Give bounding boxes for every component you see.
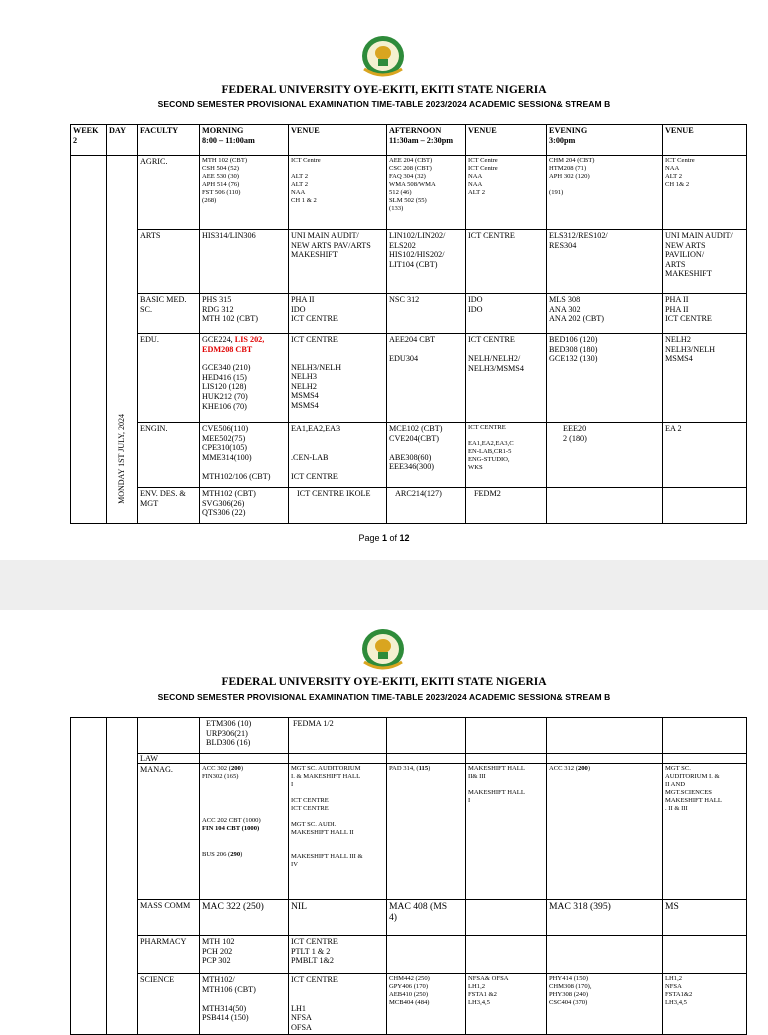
cell-line: PHY308 (240) <box>549 991 589 998</box>
col-week: WEEK 2 <box>71 125 107 156</box>
cell-line: ALT 2 <box>291 181 309 188</box>
col-venue-3: VENUE <box>663 125 747 156</box>
cell-line: GCE340 (210) <box>202 363 251 373</box>
cell-line: ICT Centre <box>291 157 321 164</box>
cell-line: MTH 102 <box>202 937 235 946</box>
mass-venue2 <box>466 900 547 936</box>
faculty-basic-med: BASIC MED. SC. <box>138 294 200 334</box>
cell-line: PHA II <box>665 295 689 304</box>
cell-line: NEW ARTS <box>665 240 706 250</box>
university-title: FEDERAL UNIVERSITY OYE-EKITI, EKITI STATE NIGERIA <box>221 676 547 688</box>
edu-afternoon <box>387 334 466 423</box>
cell-line: GPY406 (170) <box>389 983 429 990</box>
cell-line: PCP 302 <box>202 956 231 966</box>
day-cell <box>107 156 138 524</box>
cell-line: MAKESHIFT HALL <box>468 789 525 796</box>
cell-line <box>202 994 286 1004</box>
cell-line: NAA <box>468 173 483 180</box>
cell-line: EEE20 <box>563 424 587 433</box>
mass-morning: MAC 322 (250) <box>200 900 289 936</box>
cell-line: MSMS4 <box>665 354 693 364</box>
agric-morning <box>200 156 289 230</box>
env-venue2 <box>466 488 547 524</box>
env-cont-venue3 <box>663 718 747 754</box>
manag-venue1 <box>289 764 387 900</box>
table-row <box>71 974 747 1035</box>
arts-venue3 <box>663 230 747 294</box>
arts-venue1 <box>289 230 387 294</box>
cell-line: LH3,4,5 <box>468 999 490 1006</box>
cell-line: NELH3/MSMS4 <box>468 363 524 373</box>
university-logo-icon <box>358 33 408 79</box>
faculty-pharmacy: PHARMACY <box>138 936 200 974</box>
cell-line: ICT Centre <box>665 157 695 164</box>
faculty-science: SCIENCE <box>138 974 200 1035</box>
cell-line <box>389 443 463 453</box>
cell-line: PHA II <box>291 295 315 304</box>
cell-line: ICT Centre <box>468 157 498 164</box>
cell-line: HIS314/LIN306 <box>202 231 256 240</box>
pharm-morning <box>200 936 289 974</box>
col-morning: MORNING 8:00 – 11:00am <box>200 125 289 156</box>
cell-line: BLD306 (16) <box>206 738 251 748</box>
cell-line <box>291 837 384 845</box>
cell-line: MTH314(50) <box>202 1003 247 1013</box>
cell-line: EDU304 <box>389 354 419 364</box>
cell-line: CH 1 & 2 <box>291 197 317 204</box>
cell-line: MEE502(75) <box>202 433 246 443</box>
cell-line: LH3,4,5 <box>665 999 687 1006</box>
cell-line: EA1,EA2,EA3,C <box>468 440 514 447</box>
faculty-engin: ENGIN. <box>138 423 200 488</box>
env-afternoon <box>387 488 466 524</box>
cell-line: IDO <box>291 304 306 314</box>
cell-line: MAKESHIFT <box>291 250 338 260</box>
cell-line: PHS 315 <box>202 295 232 304</box>
cell-line: CVE506(110) <box>202 424 249 433</box>
col-venue-1: VENUE <box>289 125 387 156</box>
cell-line: LH1,2 <box>468 983 486 990</box>
cell-line <box>291 434 384 444</box>
cell-line: FEDM2 <box>474 489 501 498</box>
cell-line: ICT CENTRE <box>291 805 329 812</box>
cell-line: ICT CENTRE <box>468 231 515 240</box>
manag-morning: ACC 302 (200) FIN302 (165) ACC 202 CBT (1000) FIN 104 CBT (1000) BUS 206 (290) <box>200 764 289 900</box>
cell-line: PAVILION/ <box>665 250 705 260</box>
cell-line: MTH 102 (CBT) <box>202 157 248 164</box>
edu-venue3 <box>663 334 747 423</box>
edu-evening <box>547 334 663 423</box>
cell-line: FSTA1 &2 <box>468 991 497 998</box>
cell-line: MGT.SCIENCES <box>665 789 712 796</box>
env-evening <box>547 488 663 524</box>
cell-line: ICT CENTRE <box>291 937 338 946</box>
cell-line: HIS102/HIS202/ <box>389 250 445 260</box>
science-evening <box>547 974 663 1035</box>
science-venue2 <box>466 974 547 1035</box>
faculty-agric: AGRIC. <box>138 156 200 230</box>
cell-line: NEW ARTS PAV/ARTS <box>291 240 371 250</box>
table-row <box>71 718 747 754</box>
cell-line: ALT 2 <box>291 173 309 180</box>
cell-line: NSC 312 <box>389 295 420 304</box>
cell-line: (133) <box>389 205 404 212</box>
cell-line: NELH2 <box>665 335 691 344</box>
table-row <box>71 754 747 764</box>
page-gap <box>0 560 768 610</box>
cell-line: ICT CENTRE <box>665 314 712 324</box>
cell-line: EN-LAB,CR1-5 <box>468 448 512 455</box>
cell-line: MCB404 (484) <box>389 999 430 1006</box>
cell-line: APH 302 (120) <box>549 173 590 180</box>
arts-evening <box>547 230 663 294</box>
mass-venue3: MS <box>663 900 747 936</box>
cell-line: IV <box>291 861 298 868</box>
timetable-subtitle: SECOND SEMESTER PROVISIONAL EXAMINATION TIME-TABLE 2023/2024 ACADEMIC SESSION& STREAM B <box>157 99 611 109</box>
cell-line <box>291 813 384 821</box>
cell-line: ANA 302 <box>549 304 581 314</box>
basic-morning <box>200 294 289 334</box>
cell-line: CH 1& 2 <box>665 181 690 188</box>
week-cell <box>71 156 107 524</box>
cell-line: ICT CENTRE <box>291 314 338 324</box>
col-evening: EVENING 3:00pm <box>547 125 663 156</box>
cell-line: ICT CENTRE <box>291 975 338 984</box>
cell-line: .CEN-LAB <box>291 452 329 462</box>
engin-venue1 <box>289 423 387 488</box>
cell-line: MTH102/ <box>202 975 235 984</box>
cell-line: WMA 508/WMA <box>389 181 436 188</box>
cell-line <box>549 181 660 189</box>
cell-line: ICT CENTRE <box>291 471 338 481</box>
cell-line: MAKESHIFT HALL III & <box>291 853 363 860</box>
table-row <box>71 936 747 974</box>
table-row <box>71 334 747 423</box>
env-cont-venue2 <box>466 718 547 754</box>
cell-line: MAKESHIFT HALL II <box>291 829 354 836</box>
science-morning <box>200 974 289 1035</box>
cell-line: MGT SC. AUDI. <box>291 821 337 828</box>
cell-line: WKS <box>468 464 483 471</box>
cell-line: ALT 2 <box>468 189 486 196</box>
cell-line: NELH/NELH2/ <box>468 354 521 364</box>
timetable-subtitle: SECOND SEMESTER PROVISIONAL EXAMINATION TIME-TABLE 2023/2024 ACADEMIC SESSION& STREAM B <box>157 692 611 702</box>
table-row <box>71 294 747 334</box>
cell-line: EA1,EA2,EA3 <box>291 424 341 433</box>
week-cell <box>71 718 107 1035</box>
table-row <box>71 488 747 524</box>
cell-line: MAKESHIFT <box>665 269 712 279</box>
cell-line: FSTA1&2 <box>665 991 693 998</box>
cell-line <box>291 994 384 1004</box>
cell-line: . II & III <box>665 805 688 812</box>
manag-evening: ACC 312 (200) <box>547 764 663 900</box>
cell-line: ARC214(127) <box>395 489 442 498</box>
agric-venue3 <box>663 156 747 230</box>
day-label: MONDAY 1ST JULY, 2024 <box>117 414 127 504</box>
cell-line: HED416 (15) <box>202 372 247 382</box>
env-venue3 <box>663 488 747 524</box>
cell-line: MSMS4 <box>291 400 319 410</box>
cell-line <box>202 462 286 472</box>
cell-line: RDG 312 <box>202 304 234 314</box>
basic-venue1 <box>289 294 387 334</box>
science-afternoon <box>387 974 466 1035</box>
arts-venue2 <box>466 230 547 294</box>
cell-line: ICT Centre <box>468 165 498 172</box>
cell-line: IDO <box>468 304 483 314</box>
faculty-law: LAW <box>138 754 200 764</box>
cell-line: PHY414 (150) <box>549 975 589 982</box>
cell-line: IDO <box>468 295 483 304</box>
cell-line: CHM 204 (CBT) <box>549 157 595 164</box>
cell-line: AUDITORIUM I. & <box>665 773 720 780</box>
cell-line: NFSA <box>291 1013 312 1023</box>
faculty-manag: MANAG. <box>138 764 200 900</box>
timetable-table-page1 <box>70 124 747 524</box>
cell-line: PSB414 (150) <box>202 1013 249 1023</box>
table-row <box>71 423 747 488</box>
faculty-edu: EDU. <box>138 334 200 423</box>
cell-line: MTH102/106 (CBT) <box>202 471 271 481</box>
university-title: FEDERAL UNIVERSITY OYE-EKITI, EKITI STATE NIGERIA <box>221 84 547 96</box>
cell-line: MCE102 (CBT) <box>389 424 443 433</box>
cell-line: ICT CENTRE <box>291 797 329 804</box>
timetable-table-page2 <box>70 717 747 1035</box>
cell-line: MLS 308 <box>549 295 581 304</box>
mass-evening: MAC 318 (395) <box>547 900 663 936</box>
engin-morning <box>200 423 289 488</box>
cell-line: FEDMA 1/2 <box>293 719 334 728</box>
cell-line: 512 (46) <box>389 189 412 196</box>
cell-line: GCE132 (130) <box>549 354 598 364</box>
faculty-env: ENV. DES. & MGT <box>138 488 200 524</box>
cell-line: UNI MAIN AUDIT/ <box>665 231 733 240</box>
cell-line: (268) <box>202 197 217 204</box>
cell-line <box>291 985 384 995</box>
cell-line: I <box>291 781 294 788</box>
page-footer: Page 1 of 12 <box>358 533 410 543</box>
university-logo-icon <box>358 626 408 672</box>
cell-line: FST 506 (110) <box>202 189 241 196</box>
cell-line: ALT 2 <box>665 173 683 180</box>
env-cont-morning <box>200 718 289 754</box>
cell-line: MAC 408 (MS <box>389 901 448 912</box>
cell-line <box>468 345 544 355</box>
cell-line: LH1 <box>291 1003 307 1013</box>
cell-line: PCH 202 <box>202 946 233 956</box>
cell-line: BED308 (180) <box>549 344 598 354</box>
cell-line: LIS120 (128) <box>202 382 247 392</box>
agric-evening <box>547 156 663 230</box>
engin-evening <box>547 423 663 488</box>
engin-venue2 <box>466 423 547 488</box>
cell-line: MSMS4 <box>291 391 319 401</box>
cell-line: CHM308 (170), <box>549 983 592 990</box>
cell-line <box>389 345 463 355</box>
cell-line: HTM208 (71) <box>549 165 587 172</box>
faculty-arts: ARTS <box>138 230 200 294</box>
cell-line: NELH3/NELH <box>291 362 342 372</box>
cell-line: MGT SC. <box>665 765 691 772</box>
engin-venue3 <box>663 423 747 488</box>
env-cont-evening <box>547 718 663 754</box>
env-cont-faculty <box>138 718 200 754</box>
cell-line: OFSA <box>291 1022 312 1032</box>
cell-line: FAQ 304 (32) <box>389 173 426 180</box>
cell-line: PMBLT 1&2 <box>291 956 334 966</box>
cell-line: EEE346(300) <box>389 462 435 472</box>
cell-line: PHA II <box>665 304 689 314</box>
col-venue-2: VENUE <box>466 125 547 156</box>
cell-line: AEE 530 (30) <box>202 173 239 180</box>
cell-line: ANA 202 (CBT) <box>549 314 605 324</box>
cell-line: ARTS <box>665 259 686 269</box>
cell-line: ELS202 <box>389 240 416 250</box>
cell-line: AEE204 CBT <box>389 335 436 344</box>
cell-line: MTH106 (CBT) <box>202 984 256 994</box>
cell-line: CSC 208 (CBT) <box>389 165 432 172</box>
page-2 <box>0 610 768 1032</box>
cell-line: KHE106 (70) <box>202 401 247 411</box>
cell-line: SVG306(26) <box>202 498 245 508</box>
cell-line: SLM 502 (55) <box>389 197 427 204</box>
cell-line: MAKESHIFT HALL <box>665 797 722 804</box>
cell-line: ABE308(60) <box>389 452 432 462</box>
cell-line: AEB410 (250) <box>389 991 429 998</box>
cell-line: EA 2 <box>665 424 682 433</box>
cell-line: LH1,2 <box>665 975 683 982</box>
cell-line: MTH102 (CBT) <box>202 489 256 498</box>
basic-evening <box>547 294 663 334</box>
cell-line: MAKESHIFT HALL <box>468 765 525 772</box>
cell-line: NAA <box>665 165 680 172</box>
cell-line: NELH2 <box>291 381 317 391</box>
cell-line: NELH3 <box>291 372 317 382</box>
cell-line: MTH 102 (CBT) <box>202 314 258 324</box>
cell-line <box>291 845 384 853</box>
cell-line: 4) <box>389 912 397 923</box>
cell-line <box>291 165 384 173</box>
cell-line: LIT104 (CBT) <box>389 259 438 269</box>
cell-line: I <box>468 797 471 804</box>
edu-venue1: ICT CENTRE NELH3/NELH NELH3 NELH2 MSMS4 MSMS4 <box>289 334 387 423</box>
manag-afternoon: PAD 314, (115) <box>387 764 466 900</box>
science-venue3 <box>663 974 747 1035</box>
agric-afternoon <box>387 156 466 230</box>
col-afternoon: AFTERNOON 11:30am – 2:30pm <box>387 125 466 156</box>
arts-afternoon <box>387 230 466 294</box>
cell-line: I. & MAKESHIFT HALL <box>291 773 361 780</box>
table-row <box>71 764 747 900</box>
cell-line: NAA <box>468 181 483 188</box>
manag-venue3 <box>663 764 747 900</box>
cell-line: CPE310(105) <box>202 443 248 453</box>
cell-line: ELS312/RES102/ <box>549 231 608 240</box>
cell-line: ICT CENTRE <box>468 335 515 344</box>
basic-afternoon <box>387 294 466 334</box>
col-faculty: FACULTY <box>138 125 200 156</box>
cell-line <box>468 432 544 440</box>
cell-line: RES304 <box>549 240 577 250</box>
cell-line: CHM442 (250) <box>389 975 430 982</box>
cell-line: CSC404 (370) <box>549 999 588 1006</box>
cell-line: II& III <box>468 773 486 780</box>
env-cont-venue1 <box>289 718 387 754</box>
table-row <box>71 156 747 230</box>
cell-line <box>468 781 544 789</box>
col-day: DAY <box>107 125 138 156</box>
cell-line: ICT CENTRE IKOLE <box>297 489 371 498</box>
cell-line: AEE 204 (CBT) <box>389 157 433 164</box>
env-venue1 <box>289 488 387 524</box>
pharm-venue1 <box>289 936 387 974</box>
edu-venue2 <box>466 334 547 423</box>
basic-venue2 <box>466 294 547 334</box>
science-venue1 <box>289 974 387 1035</box>
agric-venue2 <box>466 156 547 230</box>
cell-line: MME314(100) <box>202 452 252 462</box>
cell-line: CSH 504 (52) <box>202 165 239 172</box>
cell-line: URP306(21) <box>206 728 248 738</box>
cell-line: NFSA <box>665 983 682 990</box>
faculty-mass-comm: MASS COMM <box>138 900 200 936</box>
cell-line: CVE204(CBT) <box>389 433 440 443</box>
agric-venue1 <box>289 156 387 230</box>
mass-venue1: NIL <box>289 900 387 936</box>
table-row <box>71 230 747 294</box>
table-row <box>71 900 747 936</box>
engin-afternoon <box>387 423 466 488</box>
cell-line: LIN102/LIN202/ <box>389 231 446 240</box>
cell-line: ENG-STUDIO, <box>468 456 510 463</box>
day-cell <box>107 718 138 1035</box>
cell-line: BED106 (120) <box>549 335 598 344</box>
cell-line: APH 514 (76) <box>202 181 240 188</box>
cell-line <box>291 443 384 453</box>
cell-line <box>291 462 384 472</box>
edu-morning: GCE224, LIS 202, EDM208 CBT GCE340 (210) HED416 (15) LIS120 (128) HUK212 (70) KHE106 (70) <box>200 334 289 423</box>
env-cont-afternoon <box>387 718 466 754</box>
cell-line: UNI MAIN AUDIT/ <box>291 231 359 240</box>
cell-line: NELH3/NELH <box>665 344 716 354</box>
basic-venue3 <box>663 294 747 334</box>
cell-line: NAA <box>291 189 306 196</box>
cell-line: (191) <box>549 189 564 196</box>
cell-line: 2 (180) <box>563 433 587 443</box>
arts-morning <box>200 230 289 294</box>
cell-line <box>291 789 384 797</box>
header-row <box>71 125 747 156</box>
env-morning <box>200 488 289 524</box>
cell-line: PTLT 1 & 2 <box>291 946 331 956</box>
manag-venue2 <box>466 764 547 900</box>
cell-line: MGT SC. AUDITORIUM <box>291 765 361 772</box>
mass-afternoon <box>387 900 466 936</box>
cell-line: ICT CENTRE <box>468 424 506 431</box>
cell-line: QTS306 (22) <box>202 508 246 518</box>
cell-line: ETM306 (10) <box>206 719 252 728</box>
cell-line: HUK212 (70) <box>202 391 248 401</box>
cell-line: II AND <box>665 781 685 788</box>
cell-line: NFSA& OFSA <box>468 975 509 982</box>
